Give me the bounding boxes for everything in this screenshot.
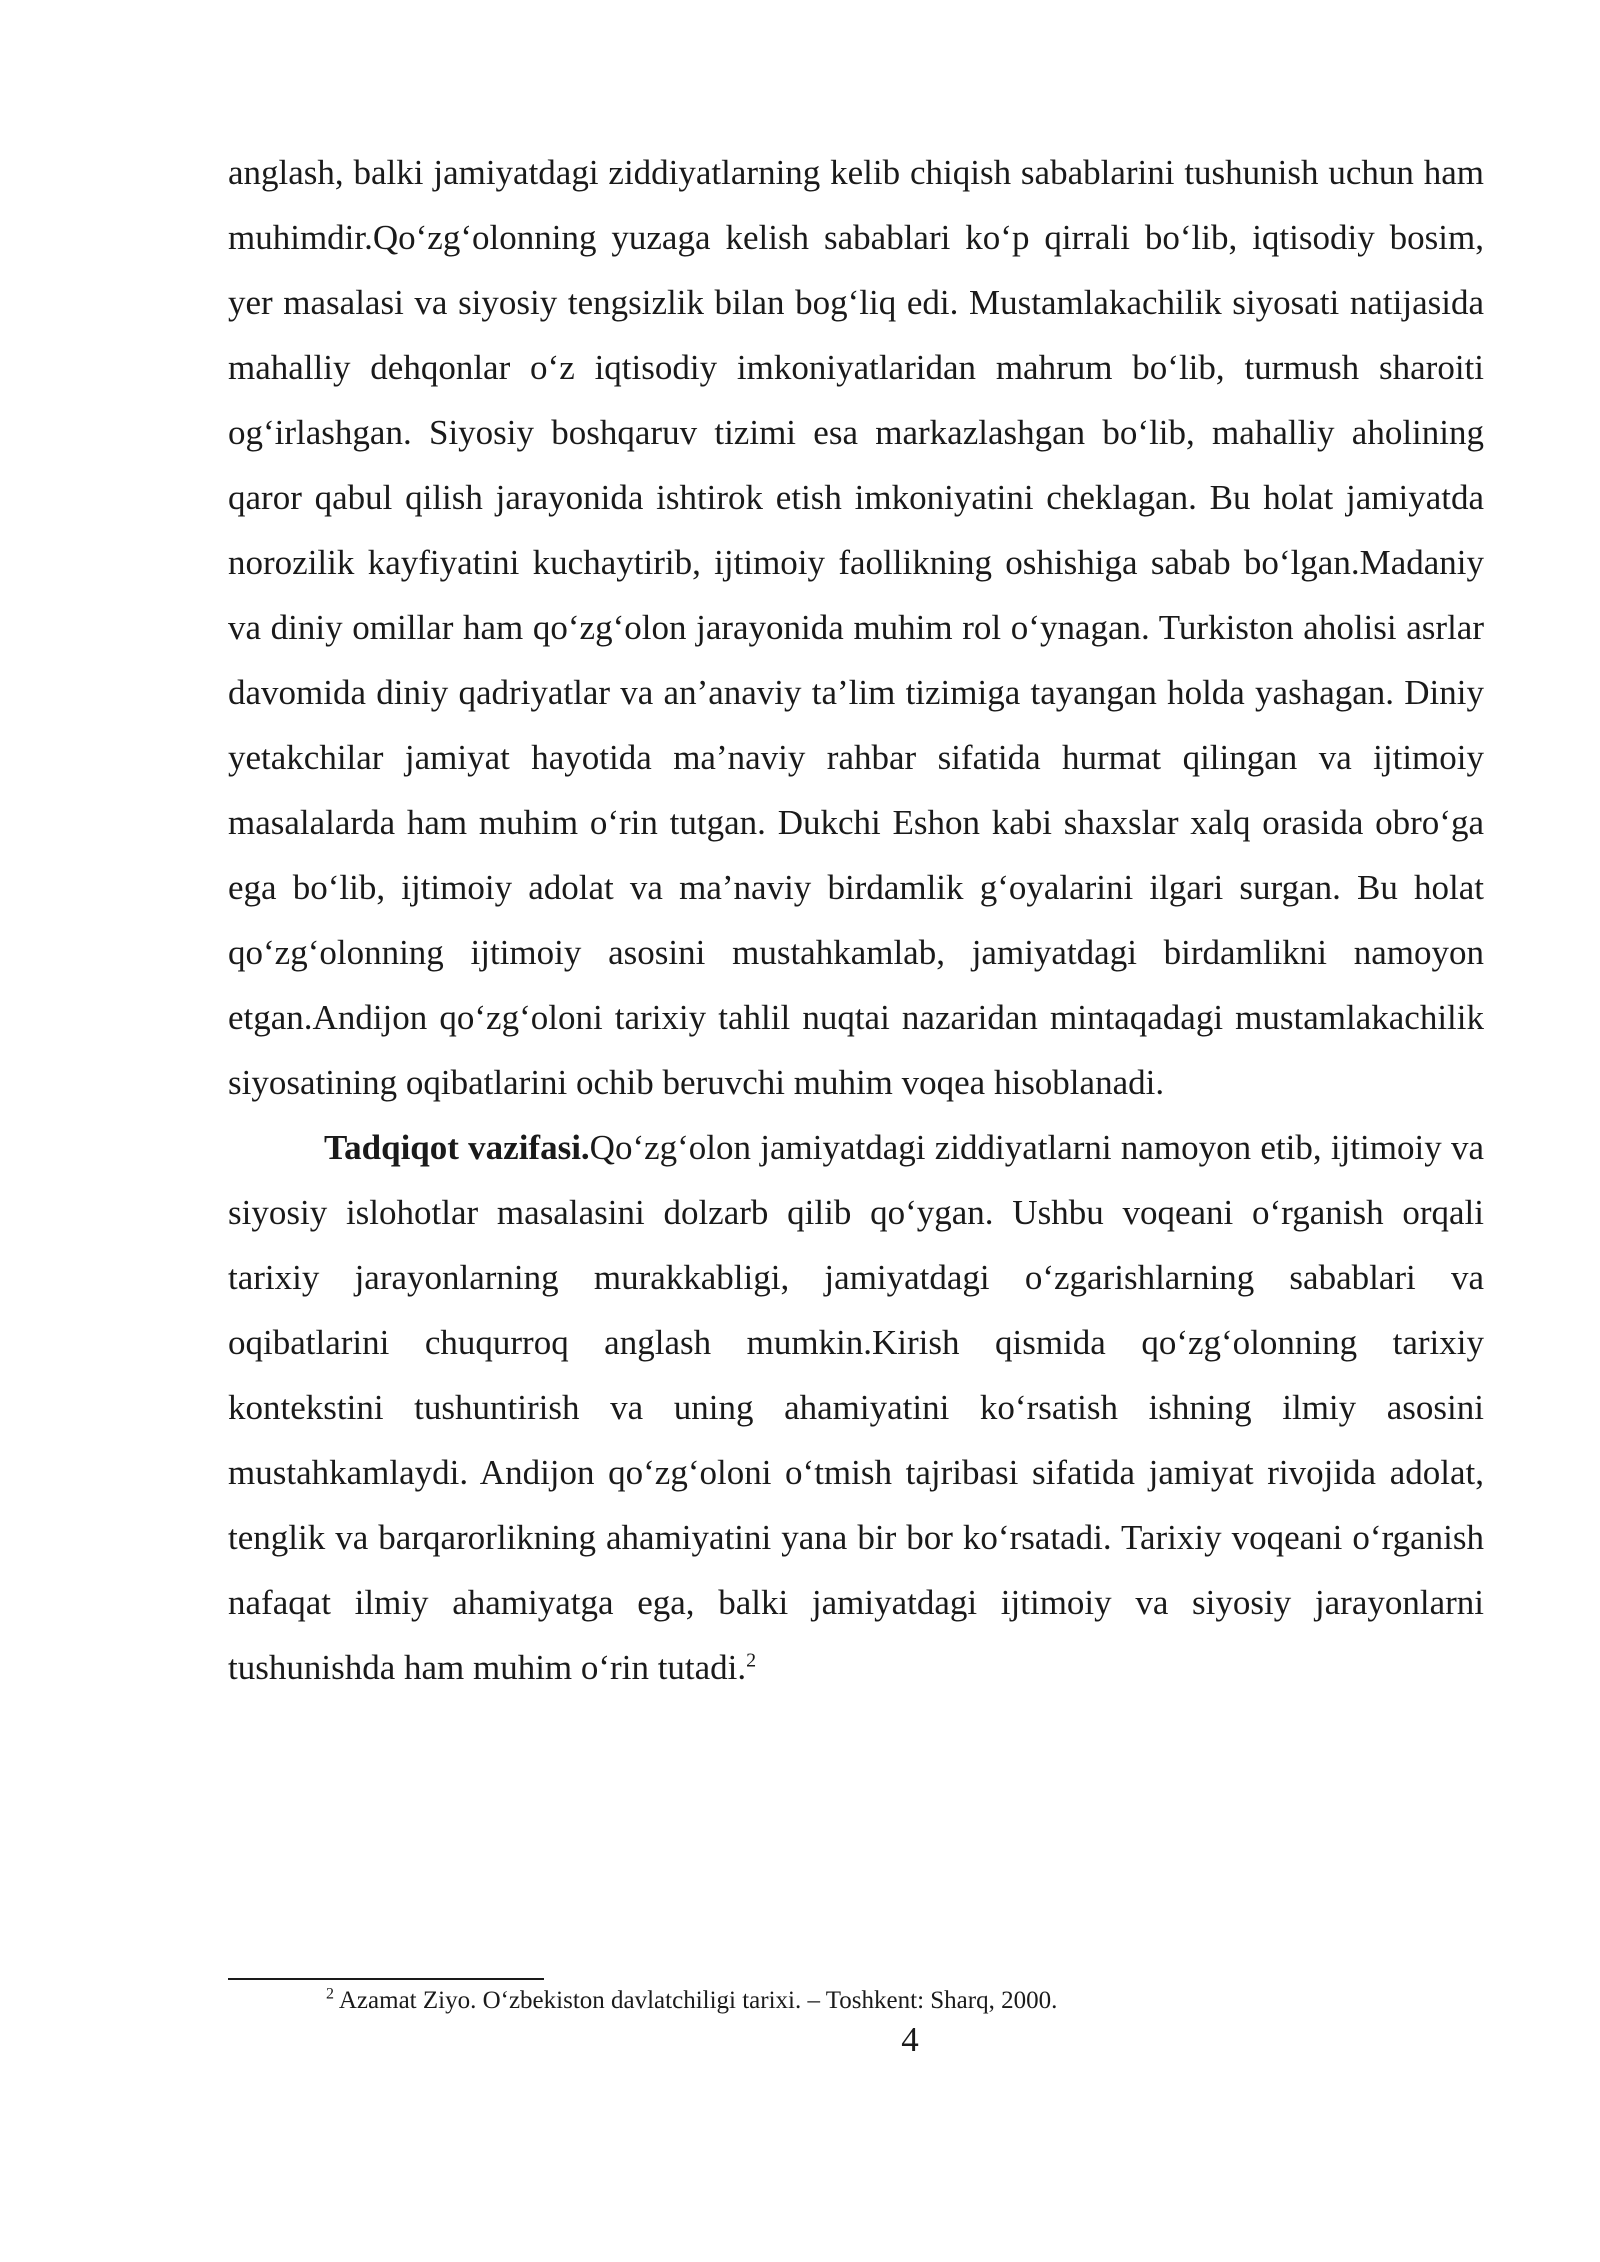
paragraph-2 [228, 1115, 1484, 1700]
paragraph-2-text: Qo‘zg‘olon jamiyatdagi ziddiyatlarni namoyon etib, ijtimoiy va siyosiy islohotlar masalasini dolzarb qilib qo‘ygan. Ushbu voqeani o‘rganish orqali tarixiy jarayonlarning murakkabligi, jamiyatdagi o‘zgarishlarning sabablari va oqibatlarini chuqurroq anglash mumkin.Kirish qismida qo‘zg‘olonning tarixiy kontekstini tushuntirish va uning ahamiyatini ko‘rsatish ishning ilmiy asosini mustahkamlaydi. Andijon qo‘zg‘oloni o‘tmish tajribasi sifatida jamiyat rivojida adolat, tenglik va barqarorlikning ahamiyatini yana bir bor ko‘rsatadi. Tarixiy voqeani o‘rganish nafaqat ilmiy ahamiyatga ega, balki jamiyatdagi ijtimoiy va siyosiy jarayonlarni tushunishda ham muhim o‘rin tutadi. [228, 1128, 1484, 1687]
footnote-reference[interactable]: 2 [746, 1649, 757, 1672]
footnote-marker: 2 [326, 1985, 334, 2003]
body-text [228, 140, 1484, 1700]
footnote-separator [228, 1978, 544, 1980]
page-number: 4 [901, 2020, 919, 2059]
section-heading-tadqiqot-vazifasi: Tadqiqot vazifasi. [324, 1128, 590, 1167]
footnote [326, 1984, 1426, 2018]
paragraph-1: anglash, balki jamiyatdagi ziddiyatlarning kelib chiqish sabablarini tushunish uchun ham muhimdir.Qo‘zg‘olonning yuzaga kelish sabablari ko‘p qirrali bo‘lib, iqtisodiy bosim, yer masalasi va siyosiy tengsizlik bilan bog‘liq edi. Mustamlakachilik siyosati natijasida mahalliy dehqonlar o‘z iqtisodiy imkoniyatlaridan mahrum bo‘lib, turmush sharoiti og‘irlashgan. Siyosiy boshqaruv tizimi esa markazlashgan bo‘lib, mahalliy aholining qaror qabul qilish jarayonida ishtirok etish imkoniyatini cheklagan. Bu holat jamiyatda norozilik kayfiyatini kuchaytirib, ijtimoiy faollikning oshishiga sabab bo‘lgan.Madaniy va diniy omillar ham qo‘zg‘olon jarayonida muhim rol o‘ynagan. Turkiston aholisi asrlar davomida diniy qadriyatlar va an’anaviy ta’lim tizimiga tayangan holda yashagan. Diniy yetakchilar jamiyat hayotida ma’naviy rahbar sifatida hurmat qilingan va ijtimoiy masalalarda ham muhim o‘rin tutgan. Dukchi Eshon kabi shaxslar xalq orasida obro‘ga ega bo‘lib, ijtimoiy adolat va ma’naviy birdamlik g‘oyalarini ilgari surgan. Bu holat qo‘zg‘olonning ijtimoiy asosini mustahkamlab, jamiyatdagi birdamlikni namoyon etgan.Andijon qo‘zg‘oloni tarixiy tahlil nuqtai nazaridan mintaqadagi mustamlakachilik siyosatining oqibatlarini ochib beruvchi muhim voqea hisoblanadi. [228, 153, 1484, 1102]
footnote-text: Azamat Ziyo. O‘zbekiston davlatchiligi tarixi. – Toshkent: Sharq, 2000. [334, 1987, 1058, 2014]
